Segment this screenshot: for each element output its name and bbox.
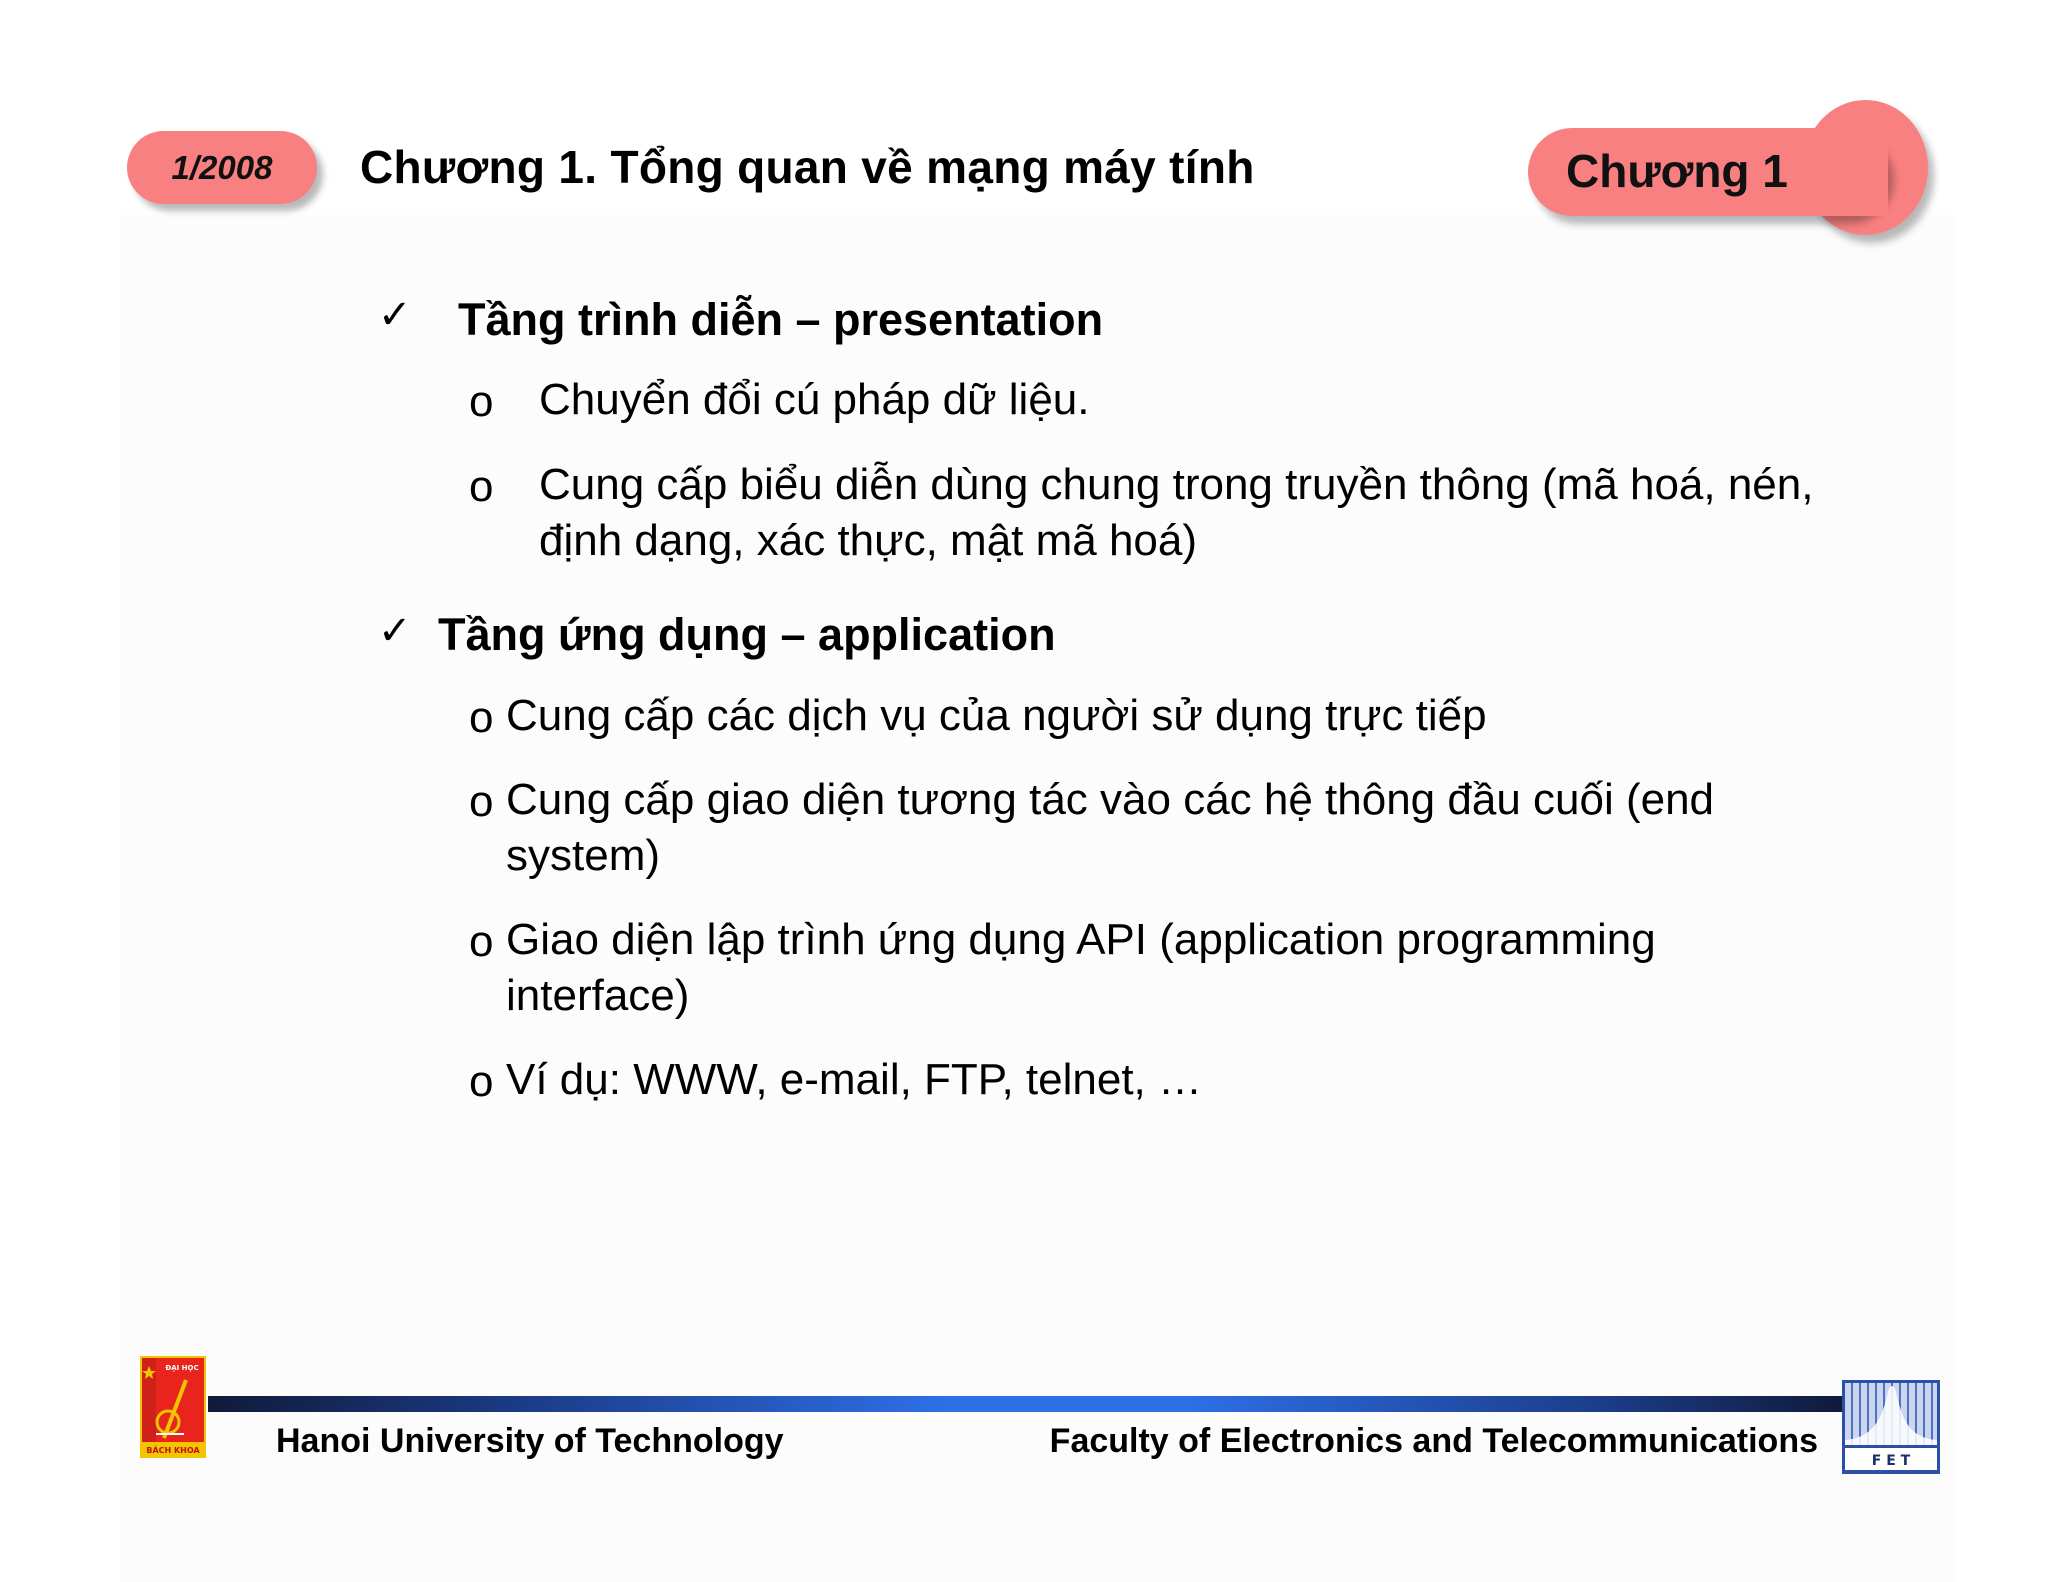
- page-title: Chương 1. Tổng quan về mạng máy tính: [360, 141, 1255, 193]
- list-item: Giao diện lập trình ứng dụng API (application programming interface): [506, 915, 1656, 1020]
- chapter-badge: [1528, 100, 1938, 235]
- bullet-marker: o: [469, 1057, 494, 1106]
- svg-text:BÁCH KHOA: BÁCH KHOA: [146, 1446, 200, 1455]
- footer-faculty: Faculty of Electronics and Telecommunications: [1049, 1422, 1818, 1460]
- list-item: Chuyển đổi cú pháp dữ liệu.: [539, 375, 1090, 424]
- bullet-marker: o: [469, 777, 494, 826]
- fet-logo-icon: [1842, 1380, 1940, 1474]
- svg-text:F E T: F E T: [1871, 1453, 1911, 1469]
- chapter-badge-label: Chương 1: [1566, 145, 1788, 197]
- section-heading: Tầng ứng dụng – application: [438, 609, 1056, 660]
- list-item: Cung cấp các dịch vụ của người sử dụng trực tiếp: [506, 691, 1487, 740]
- section-heading: Tầng trình diễn – presentation: [458, 294, 1104, 345]
- list-item: Cung cấp giao diện tương tác vào các hệ thông đầu cuối (end system): [506, 775, 1715, 880]
- chapter-badge-joint: [1788, 128, 1888, 216]
- svg-text:ĐẠI HỌC: ĐẠI HỌC: [165, 1364, 199, 1372]
- bullet-marker: o: [469, 462, 494, 511]
- list-item: Ví dụ: WWW, e-mail, FTP, telnet, …: [506, 1055, 1203, 1104]
- date-label: 1/2008: [171, 148, 273, 186]
- check-mark-icon: ✓: [378, 292, 412, 338]
- bullet-marker: o: [469, 917, 494, 966]
- bullet-marker: o: [469, 693, 494, 742]
- bullet-marker: o: [469, 377, 494, 426]
- list-item: Cung cấp biểu diễn dùng chung trong truyền thông (mã hoá, nén, định dạng, xác thực, mật mã hoá): [539, 460, 1814, 565]
- footer-university: Hanoi University of Technology: [276, 1422, 784, 1460]
- check-mark-icon: ✓: [378, 608, 412, 654]
- footer-divider: [208, 1396, 1844, 1412]
- hust-logo-icon: [140, 1356, 206, 1458]
- date-badge: [127, 131, 317, 204]
